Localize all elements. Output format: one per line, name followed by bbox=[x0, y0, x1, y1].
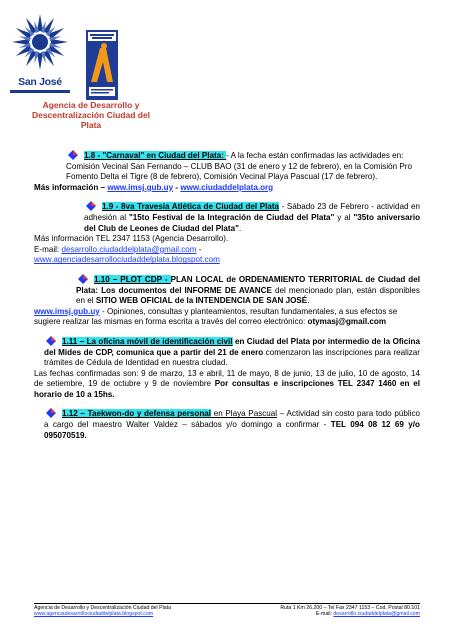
footer-email-link[interactable]: desarrollo.ciudaddelplata@gmail.com bbox=[333, 611, 420, 618]
blog-link[interactable]: www.agenciadesarrollociudaddelplata.blogspot.com bbox=[34, 255, 220, 265]
section-text: del mencionado plan, están disponibles en el bbox=[76, 285, 420, 306]
more-info-text: Más información TEL 2347 1153 (Agencia Desarrollo). bbox=[34, 234, 229, 244]
cdp-logo bbox=[86, 30, 118, 100]
diamond-bullet-icon bbox=[76, 274, 90, 284]
more-info-label: Más información – bbox=[34, 182, 108, 192]
diamond-bullet-icon bbox=[44, 336, 58, 346]
aniversario-name: "35to aniversario del Club de Leones de Ciudad del Plata" bbox=[84, 212, 421, 233]
email-label: E-mail: bbox=[34, 244, 62, 254]
section-text: . bbox=[238, 223, 242, 233]
cdp-emblem-icon bbox=[86, 30, 118, 100]
section-title: 1.12 – Taekwon-do y defensa personal bbox=[62, 409, 212, 419]
section-text: y al bbox=[334, 212, 354, 222]
footer-divider bbox=[34, 603, 420, 604]
location-text: en Playa Pascual bbox=[211, 409, 278, 419]
section-title: 1.11 – La oficina móvil de identificación civil bbox=[62, 336, 233, 346]
phone-text: TEL 094 08 12 69 y/o 095070519. bbox=[44, 420, 421, 440]
imsj-link[interactable]: www.imsj.gub.uy bbox=[34, 306, 100, 316]
section-text: comenzaron las inscripciones para realizar trámites de Cédula de Identidad en nuestra ciudad. bbox=[44, 347, 420, 368]
imsj-link[interactable]: www.imsj.gub.uy bbox=[107, 182, 174, 192]
diamond-bullet-icon bbox=[44, 408, 58, 418]
diamond-bullet-icon bbox=[66, 150, 80, 160]
agency-line-1: Agencia de Desarrollo y bbox=[42, 100, 140, 110]
footer-email-label: E-mail: bbox=[315, 611, 334, 618]
sun-emblem-icon bbox=[10, 12, 70, 74]
section-carnaval bbox=[34, 150, 420, 193]
section-bold-text: SITIO WEB OFICIAL de la INTENDENCIA DE SAN JOSÉ bbox=[95, 296, 308, 306]
section-bold-text: INFORME DE AVANCE bbox=[184, 285, 272, 295]
otymasj-email[interactable]: otymasj@gmail.com bbox=[307, 317, 387, 327]
section-bold-text: Los documentos del bbox=[101, 285, 185, 295]
footer-address: Ruta 1 Km 26.200 – Tel Fax 2347 1153 – Cod. Postal 80.101 bbox=[280, 605, 420, 611]
agency-line-2: Descentralización Ciudad del Plata bbox=[31, 110, 151, 130]
agency-name bbox=[28, 100, 154, 130]
section-oficina-movil bbox=[34, 336, 420, 401]
email-link[interactable]: desarrollo.ciudaddelplata@gmail.com bbox=[61, 244, 197, 254]
section-title: 1.9 - 8va Travesía Atlética de Ciudad del Plata bbox=[102, 202, 280, 212]
section-text: . bbox=[307, 296, 310, 306]
section-text: - A la fecha están confirmadas las actividades en: Comisión Vecinal San Fernando – CLUB BAO (31 de enero y 12 de febrero), en la Comisión Pro Fomento Delta el Tigre (8 de febrero), Comisión Vecinal Playa Pascual (17 de febrero). bbox=[66, 151, 412, 182]
section-title: 1.10 – PLOT CDP - bbox=[94, 274, 171, 284]
ciudaddelplata-link[interactable]: www.ciudaddelplata.org bbox=[180, 182, 274, 192]
newsletter-body bbox=[34, 150, 420, 448]
separator: - bbox=[196, 244, 202, 254]
section-text: - Opiniones, consultas y planteamientos, resultan fundamentales, a sus efectos se sugiere realizar las mismas en forma escrita a través del correo electrónico: bbox=[34, 306, 398, 327]
brand-underline bbox=[10, 90, 70, 93]
san-jose-logo bbox=[10, 12, 70, 94]
diamond-bullet-icon bbox=[84, 201, 98, 211]
consultas-text: Por consultas e inscripciones TEL 2347 1460 en el horario de 10 a 15hs. bbox=[34, 379, 420, 399]
section-plot-cdp bbox=[34, 274, 420, 328]
footer-blog-link[interactable]: www.agenciadesarrollociudaddelplata.blogspot.com bbox=[34, 611, 154, 618]
brand-name: San José bbox=[18, 76, 62, 88]
section-text: Las fechas confirmadas son: 9 de marzo, 13 e abril, 11 de mayo, 8 de junio, 13 de julio, 10 de agosto, 14 de setiembre, 19 de octubre y 9 de noviembre bbox=[34, 368, 420, 389]
section-text: – Actividad sin costo para todo público a cargo del maestro Walter Valdez – sábados y/o domingo a confirmar - bbox=[44, 409, 420, 430]
section-travesia bbox=[34, 201, 420, 266]
section-bold-text: en Ciudad del Plata por intermedio de la Oficina del Mides de CDP, comunica que a partir del 21 de enero bbox=[44, 336, 421, 357]
separator: - bbox=[173, 182, 181, 192]
section-title: 1.8 - "Carnaval" en Ciudad del Plata: bbox=[84, 151, 227, 160]
section-text: - Sábado 23 de Febrero - actividad en adhesión al bbox=[84, 202, 420, 222]
plan-name: PLAN LOCAL de ORDENAMIENTO TERRITORIAL de Ciudad del Plata: bbox=[76, 274, 420, 295]
section-taekwondo bbox=[34, 408, 420, 441]
festival-name: "15to Festival de la Integración de Ciudad del Plata" bbox=[128, 212, 335, 222]
footer-agency: Agencia de Desarrollo y Descentralización Ciudad del Plata bbox=[34, 605, 171, 611]
